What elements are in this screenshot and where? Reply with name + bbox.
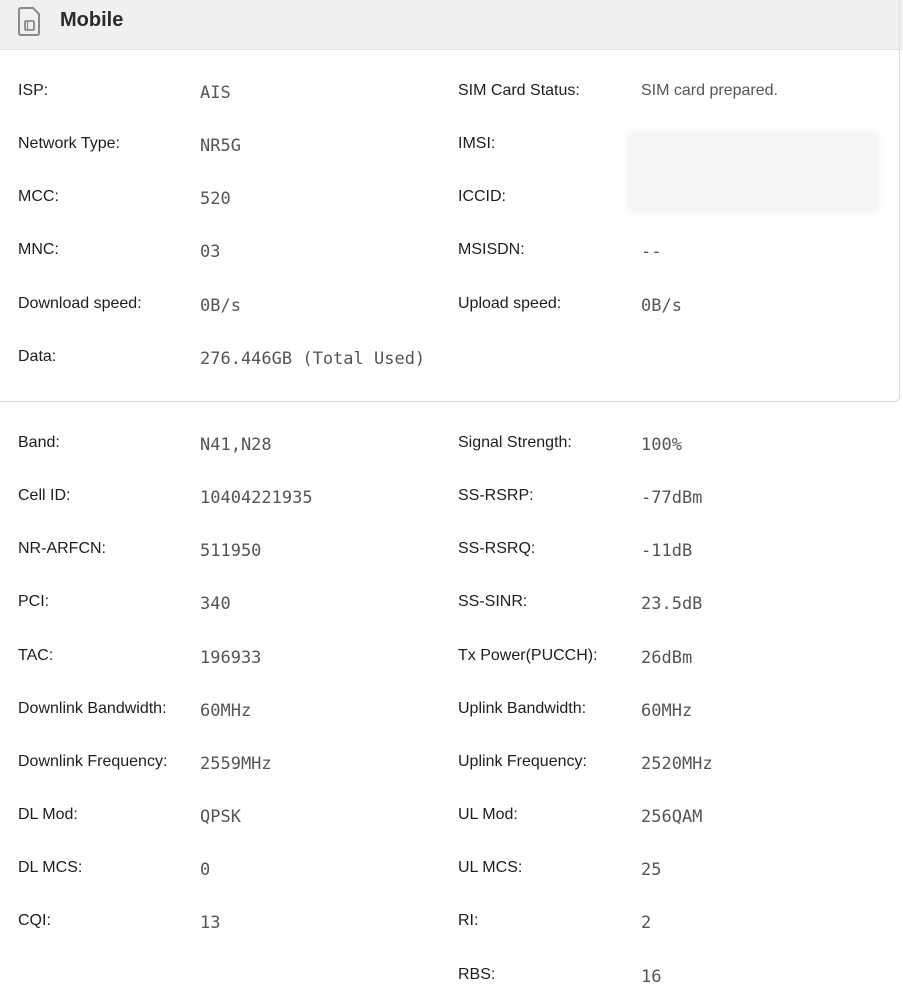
- radio-row-frequency: [0, 753, 903, 783]
- uplink-frequency-label: Uplink Frequency:: [458, 753, 587, 770]
- nr-arfcn-label: NR-ARFCN:: [18, 540, 106, 557]
- pci-value: 340: [200, 594, 231, 614]
- radio-row-pci: [0, 593, 903, 623]
- redacted-imsi-iccid: [626, 130, 880, 214]
- radio-row-mcs: [0, 859, 903, 889]
- sim-status-value: SIM card prepared.: [641, 82, 778, 99]
- radio-row-tac: [0, 647, 903, 677]
- ul-mcs-label: UL MCS:: [458, 859, 523, 876]
- uplink-frequency-value: 2520MHz: [641, 754, 713, 774]
- mcc-value: 520: [200, 189, 231, 209]
- signal-strength-value: 100%: [641, 435, 682, 455]
- radio-row-rbs: [0, 966, 903, 996]
- radio-row-cell-id: [0, 487, 903, 517]
- nr-arfcn-value: 511950: [200, 541, 262, 561]
- info-row-isp: [0, 82, 903, 112]
- page-title: Mobile: [60, 9, 124, 31]
- ss-rsrp-value: -77dBm: [641, 488, 703, 508]
- upload-speed-value: 0B/s: [641, 296, 682, 316]
- info-row-mnc: [0, 241, 903, 271]
- ss-rsrq-label: SS-RSRQ:: [458, 540, 536, 557]
- rbs-label: RBS:: [458, 966, 496, 983]
- mnc-value: 03: [200, 242, 221, 262]
- network-type-label: Network Type:: [18, 135, 120, 152]
- tac-label: TAC:: [18, 647, 54, 664]
- ss-sinr-label: SS-SINR:: [458, 593, 528, 610]
- tx-power-label: Tx Power(PUCCH):: [458, 647, 598, 664]
- radio-row-band: [0, 434, 903, 464]
- downlink-bandwidth-label: Downlink Bandwidth:: [18, 700, 167, 717]
- ul-mcs-value: 25: [641, 860, 662, 880]
- data-label: Data:: [18, 348, 57, 365]
- downlink-bandwidth-value: 60MHz: [200, 701, 252, 721]
- isp-label: ISP:: [18, 82, 49, 99]
- data-value: 276.446GB (Total Used): [200, 349, 426, 369]
- dl-mcs-value: 0: [200, 860, 211, 880]
- ul-mod-value: 256QAM: [641, 807, 703, 827]
- download-speed-value: 0B/s: [200, 296, 241, 316]
- band-label: Band:: [18, 434, 60, 451]
- network-type-value: NR5G: [200, 136, 241, 156]
- radio-row-cqi: [0, 912, 903, 942]
- rbs-value: 16: [641, 967, 662, 987]
- uplink-bandwidth-label: Uplink Bandwidth:: [458, 700, 587, 717]
- msisdn-value: --: [641, 242, 662, 262]
- ss-rsrq-value: -11dB: [641, 541, 693, 561]
- radio-row-mod: [0, 806, 903, 836]
- cell-id-label: Cell ID:: [18, 487, 71, 504]
- downlink-frequency-label: Downlink Frequency:: [18, 753, 168, 770]
- radio-row-arfcn: [0, 540, 903, 570]
- iccid-label: ICCID:: [458, 188, 506, 205]
- uplink-bandwidth-value: 60MHz: [641, 701, 693, 721]
- tac-value: 196933: [200, 648, 262, 668]
- header-divider: [899, 0, 900, 50]
- ri-value: 2: [641, 913, 652, 933]
- downlink-frequency-value: 2559MHz: [200, 754, 272, 774]
- info-row-data: [0, 348, 903, 378]
- tx-power-value: 26dBm: [641, 648, 693, 668]
- upload-speed-label: Upload speed:: [458, 295, 562, 312]
- ri-label: RI:: [458, 912, 479, 929]
- ul-mod-label: UL Mod:: [458, 806, 518, 823]
- pci-label: PCI:: [18, 593, 50, 610]
- mcc-label: MCC:: [18, 188, 59, 205]
- download-speed-label: Download speed:: [18, 295, 142, 312]
- msisdn-label: MSISDN:: [458, 241, 525, 258]
- ss-sinr-value: 23.5dB: [641, 594, 703, 614]
- sim-card-icon: [15, 6, 43, 36]
- cqi-label: CQI:: [18, 912, 51, 929]
- cell-id-value: 10404221935: [200, 488, 313, 508]
- band-value: N41,N28: [200, 435, 272, 455]
- panel-header: [0, 0, 903, 50]
- radio-row-bandwidth: [0, 700, 903, 730]
- mnc-label: MNC:: [18, 241, 59, 258]
- ss-rsrp-label: SS-RSRP:: [458, 487, 534, 504]
- dl-mod-label: DL Mod:: [18, 806, 78, 823]
- cqi-value: 13: [200, 913, 221, 933]
- sim-status-label: SIM Card Status:: [458, 82, 580, 99]
- isp-value: AIS: [200, 83, 231, 103]
- signal-strength-label: Signal Strength:: [458, 434, 572, 451]
- imsi-label: IMSI:: [458, 135, 496, 152]
- dl-mod-value: QPSK: [200, 807, 241, 827]
- dl-mcs-label: DL MCS:: [18, 859, 83, 876]
- info-row-speed: [0, 295, 903, 325]
